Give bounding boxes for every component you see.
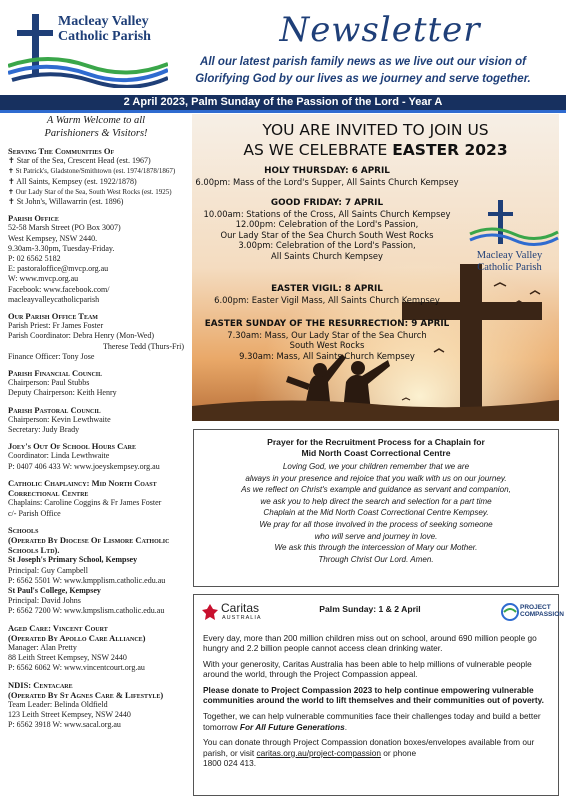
prayer-title-line-1: Prayer for the Recruitment Process for a Chaplain for xyxy=(267,437,485,447)
facebook-link[interactable]: Facebook: www.facebook.com/ xyxy=(8,284,110,294)
good-friday-line: Our Lady Star of the Sea Church South West Rocks xyxy=(220,229,434,240)
aged-heading-cont: (Operated By Apollo Care Alliance) xyxy=(8,632,146,643)
para4-emphasis: For All Future Generations xyxy=(239,721,345,732)
pc-logo-line-1: PROJECT xyxy=(520,604,551,611)
church-item: ✝ St Patrick's, Gladstone/Smithtown (est. 1974/1878/1867) xyxy=(8,167,176,176)
easter-vigil-block xyxy=(192,284,462,305)
easter-sunday-block xyxy=(192,319,462,361)
caritas-logo-name: Caritas xyxy=(221,601,260,615)
prayer-line: Through Christ Our Lord. Amen. xyxy=(318,554,434,564)
easter-vigil-line: 6.00pm: Easter Vigil Mass, All Saints Church Kempsey xyxy=(214,294,440,305)
good-friday-block xyxy=(192,198,462,261)
good-friday-line: 12.00pm: Celebration of the Lord's Passion, xyxy=(235,219,419,229)
chaplaincy-line: c/- Parish Office xyxy=(8,508,61,518)
good-friday-line: 3.00pm: Celebration of the Lord's Passion, xyxy=(238,240,416,250)
prayer-line: As we reflect on Christ's example and guidance as servant and companion, xyxy=(241,485,511,495)
parish-logo-text xyxy=(58,14,168,44)
easter-sunday-line: 9.30am: Mass, All Saints Church Kempsey xyxy=(239,350,415,361)
holy-thursday-line: 6.00pm: Mass of the Lord's Supper, All Saints Church Kempsey xyxy=(195,176,459,187)
team-line: Parish Priest: Fr James Foster xyxy=(8,321,104,331)
poster-logo-line-2: Catholic Parish xyxy=(477,262,542,273)
prayer-line: Chaplain at the Mid North Coast Correctional Centre Kempsey. xyxy=(263,508,489,518)
date-bar: 2 April 2023, Palm Sunday of the Passion of the Lord - Year A xyxy=(0,95,566,110)
caritas-link[interactable]: caritas.org.au/project-compassion xyxy=(256,747,381,758)
aged-line: 88 Leith Street Kempsey, NSW 2440 xyxy=(8,653,127,663)
aged-line[interactable]: P: 6562 6062 W: www.vincentcourt.org.au xyxy=(8,663,145,673)
caritas-donate xyxy=(203,737,551,768)
schools-heading-cont: Schools Ltd). xyxy=(8,545,60,556)
good-friday-title: GOOD FRIDAY: 7 APRIL xyxy=(270,198,384,208)
invitation-line-2-a: AS WE CELEBRATE xyxy=(243,141,393,159)
para4-text: Together, we can help vulnerable communities face their challenges today and build a better tomorrow xyxy=(203,711,541,732)
finance-line: Chairperson: Paul Stubbs xyxy=(8,378,90,388)
joeys-line: Coordinator: Linda Lewthwaite xyxy=(8,451,110,461)
church-item: ✝ All Saints, Kempsey (est. 1922/1878) xyxy=(8,176,137,186)
ndis-line: Team Leader: Belinda Oldfield xyxy=(8,699,108,709)
office-email-link[interactable]: E: pastoraloffice@mvcp.org.au xyxy=(8,264,109,274)
church-item: ✝ St John's, Willawarrin (est. 1896) xyxy=(8,197,124,207)
schools-heading: Schools xyxy=(8,524,39,535)
facebook-link-cont[interactable]: macleayvalleycatholicparish xyxy=(8,294,100,304)
ndis-heading: NDIS: Centacare xyxy=(8,679,73,690)
stjoseph-name: St Joseph's Primary School, Kempsey xyxy=(8,555,138,565)
caritas-flame-icon xyxy=(201,603,219,621)
good-friday-line: All Saints Church Kempsey xyxy=(271,250,383,261)
team-heading: Our Parish Office Team xyxy=(8,311,98,322)
chaplaincy-heading-cont: Correctional Centre xyxy=(8,488,89,499)
para4-end: . xyxy=(344,721,347,732)
prayer-line: who will serve and journey in love. xyxy=(314,531,438,541)
caritas-logo xyxy=(201,602,271,624)
caritas-logo-sub: AUSTRALIA xyxy=(222,615,262,621)
prayer-line: We pray for all those involved in the process of seeking someone xyxy=(259,519,493,529)
office-website-link[interactable]: W: www.mvcp.org.au xyxy=(8,274,79,284)
finance-line: Deputy Chairperson: Keith Henry xyxy=(8,388,117,398)
easter-invitation-heading xyxy=(192,120,559,160)
office-line: West Kempsey, NSW 2440. xyxy=(8,233,98,243)
church-item: ✝ Star of the Sea, Crescent Head (est. 1967) xyxy=(8,156,151,166)
caritas-body xyxy=(203,633,551,774)
caritas-date-heading: Palm Sunday: 1 & 2 April xyxy=(319,604,421,614)
stpaul-line: Principal: David Johns xyxy=(8,596,81,606)
finance-heading: Parish Financial Council xyxy=(8,368,103,379)
caritas-phone: 1800 024 413. xyxy=(203,757,257,768)
prayer-line: we ask you to help direct the search and selection for a part time xyxy=(260,496,492,506)
team-line: Finance Officer: Tony Jose xyxy=(8,351,95,361)
pc-logo-text xyxy=(520,604,564,618)
aged-line: Manager: Alan Pretty xyxy=(8,642,77,652)
stjoseph-line[interactable]: P: 6562 5501 W: www.kmpplism.catholic.edu.au xyxy=(8,575,166,585)
holy-thursday-title: HOLY THURSDAY: 6 APRIL xyxy=(264,166,390,176)
holy-thursday-block xyxy=(192,166,462,187)
caritas-paragraph xyxy=(203,711,551,732)
chaplaincy-heading: Catholic Chaplaincy: Mid North Coast xyxy=(8,477,157,488)
pastoral-line: Secretary: Judy Brady xyxy=(8,425,80,435)
pc-logo-line-2: COMPASSION xyxy=(520,611,564,618)
caritas-paragraph: With your generosity, Caritas Australia has been able to help millions of vulnerable people around the world, through the Project Compassion appeal. xyxy=(203,659,532,680)
para5-text-b: or phone xyxy=(381,747,417,758)
accent-divider xyxy=(0,110,566,113)
chaplaincy-line: Chaplains: Caroline Coggins & Fr James Foster xyxy=(8,498,162,508)
project-compassion-logo xyxy=(500,598,564,628)
welcome-message xyxy=(8,114,184,140)
office-line: 52-58 Marsh Street (PO Box 3007) xyxy=(8,223,121,233)
prayer-body xyxy=(193,461,559,565)
newsletter-title: Newsletter xyxy=(279,10,481,50)
easter-vigil-title: EASTER VIGIL: 8 APRIL xyxy=(271,284,383,294)
joeys-line[interactable]: P: 0407 406 433 W: www.joeyskempsey.org.au xyxy=(8,461,160,471)
joeys-heading: Joey's Out Of School Hours Care xyxy=(8,441,136,452)
prayer-title xyxy=(193,437,559,459)
tagline-line-2: Glorifying God by our lives as we journey and serve together. xyxy=(195,73,531,85)
schools-heading-cont: (Operated By Diocese Of Lismore Catholic xyxy=(8,534,170,545)
team-line: Therese Tedd (Thurs-Fri) xyxy=(102,341,184,351)
tagline xyxy=(168,54,558,88)
ndis-line[interactable]: P: 6562 3918 W: www.sacal.org.au xyxy=(8,720,121,730)
pastoral-heading: Parish Pastoral Council xyxy=(8,404,101,415)
office-phone: P: 02 6562 5182 xyxy=(8,254,61,264)
invitation-line-1: YOU ARE INVITED TO JOIN US xyxy=(262,121,489,139)
sidebar xyxy=(8,114,184,731)
caritas-appeal: Please donate to Project Compassion 2023 to help continue empowering vulnerable communities around the world to lift themselves and their communities out of poverty. xyxy=(203,685,544,706)
poster-logo-text xyxy=(462,250,557,274)
easter-poster xyxy=(192,114,559,421)
prayer-line: always in your presence and rejoice that you walk with us on our journey. xyxy=(245,473,507,483)
tagline-line-1: All our latest parish family news as we live out our vision of xyxy=(200,56,526,68)
ndis-line: 123 Leith Street Kempsey, NSW 2440 xyxy=(8,710,131,720)
easter-sunday-title: EASTER SUNDAY OF THE RESURRECTION: 9 APRIL xyxy=(204,319,450,329)
poster-logo-line-1: Macleay Valley xyxy=(476,250,543,261)
prayer-title-line-2: Mid North Coast Correctional Centre xyxy=(301,448,451,458)
para5-text: You can donate through Project Compassion donation boxes/envelopes available from our parish, or visit xyxy=(203,737,535,758)
welcome-line-2: Parishioners & Visitors! xyxy=(44,128,148,139)
aged-heading: Aged Care: Vincent Court xyxy=(8,622,108,633)
serving-heading: Serving The Communities Of xyxy=(8,146,115,156)
easter-sunday-line: 7.30am: Mass, Our Lady Star of the Sea Church xyxy=(227,329,427,340)
stpaul-name: St Paul's College, Kempsey xyxy=(8,585,101,595)
stjoseph-line: Principal: Guy Campbell xyxy=(8,565,88,575)
office-line: 9.30am-3.30pm, Tuesday-Friday. xyxy=(8,243,115,253)
invitation-line-2-b: EASTER 2023 xyxy=(392,141,508,159)
logo-line-2: Catholic Parish xyxy=(58,29,151,44)
easter-sunday-line: South West Rocks xyxy=(289,340,365,350)
logo-line-1: Macleay Valley xyxy=(58,14,149,29)
ndis-heading-cont: (Operated By St Agnes Care & Lifestyle) xyxy=(8,689,164,700)
team-line: Parish Coordinator: Debra Henry (Mon-Wed) xyxy=(8,331,154,341)
prayer-line: Loving God, we your children remember that we are xyxy=(282,462,470,471)
pastoral-line: Chairperson: Kevin Lewthwaite xyxy=(8,414,111,424)
good-friday-line: 10.00am: Stations of the Cross, All Saints Church Kempsey xyxy=(203,208,451,219)
invitation-line-2 xyxy=(192,140,559,160)
compassion-globe-icon xyxy=(500,602,520,622)
stpaul-line[interactable]: P: 6562 7200 W: www.kmpslism.catholic.edu.au xyxy=(8,606,165,616)
caritas-paragraph: Every day, more than 200 million children miss out on school, around 690 million people go hungry and 2.2 billion people cannot access clean drinking water. xyxy=(203,633,537,654)
welcome-line-1: A Warm Welcome to all xyxy=(46,115,146,126)
office-heading: Parish Office xyxy=(8,213,59,224)
prayer-line: We ask this through the intercession of Mary our Mother. xyxy=(274,543,478,553)
church-item: ✝ Our Lady Star of the Sea, South West Rocks (est. 1925) xyxy=(8,187,172,196)
